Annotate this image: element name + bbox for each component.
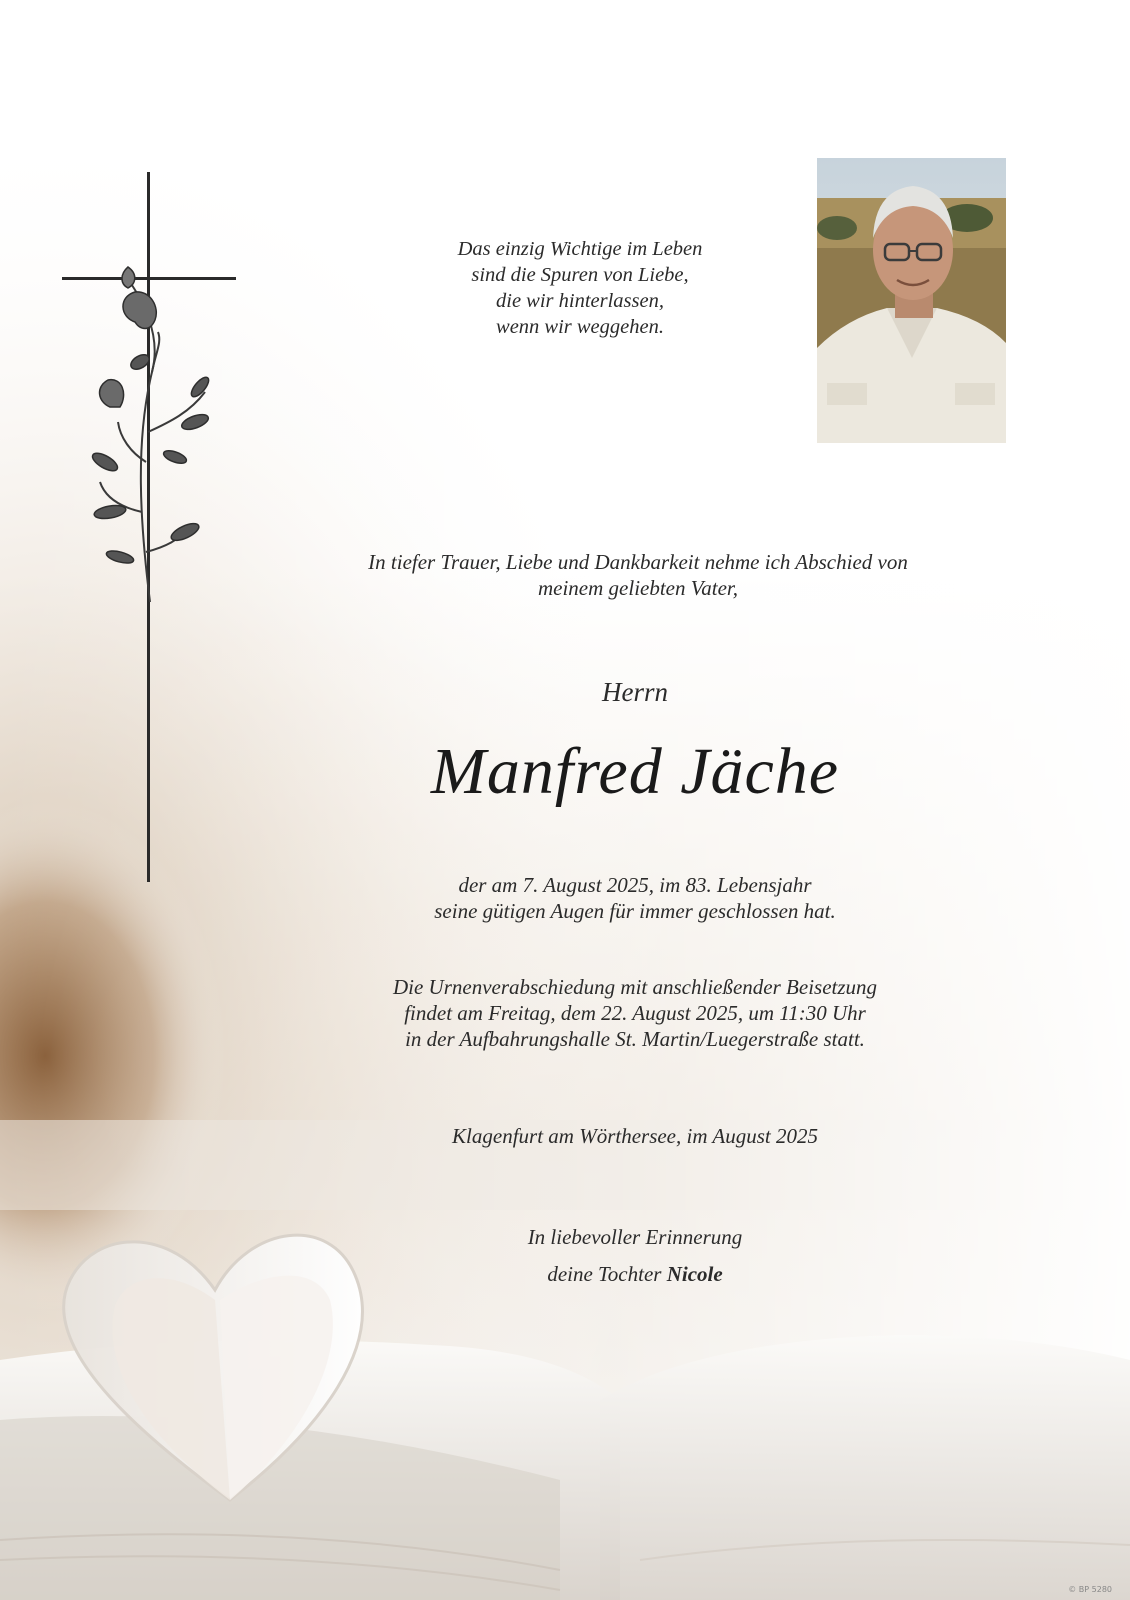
place-date: Klagenfurt am Wörthersee, im August 2025 <box>452 1124 818 1148</box>
closing-signature <box>430 1262 840 1287</box>
signature-prefix: deine Tochter <box>547 1262 667 1286</box>
ceremony-line: in der Aufbahrungshalle St. Martin/Luegerstraße statt. <box>405 1027 865 1051</box>
signature-name: Nicole <box>666 1262 723 1286</box>
intro-line: meinem geliebten Vater, <box>537 576 739 600</box>
quote-line: sind die Spuren von Liebe, <box>471 264 689 286</box>
intro-line: In tiefer Trauer, Liebe und Dankbarkeit nehme ich Abschied von <box>368 550 908 574</box>
salutation: Herrn <box>602 677 668 707</box>
rose-icon <box>80 262 240 622</box>
ceremony-details <box>330 974 940 1052</box>
quote-line: die wir hinterlassen, <box>496 290 664 312</box>
ceremony-line: Die Urnenverabschiedung mit anschließender Beisetzung <box>392 975 878 999</box>
portrait-photo <box>817 158 1006 443</box>
quote-line: wenn wir weggehen. <box>496 316 664 338</box>
quote-block <box>380 236 780 340</box>
quote-line: Das einzig Wichtige im Leben <box>457 238 703 260</box>
death-line: seine gütigen Augen für immer geschlossen hat. <box>434 899 836 923</box>
death-notice <box>360 872 910 924</box>
deceased-name: Manfred Jäche <box>430 735 840 808</box>
template-code: © BP 5280 <box>1068 1585 1112 1594</box>
intro-text <box>310 549 966 601</box>
death-line: der am 7. August 2025, im 83. Lebensjahr <box>458 873 812 897</box>
closing-memory: In liebevoller Erinnerung <box>527 1225 743 1249</box>
ceremony-line: findet am Freitag, dem 22. August 2025, um 11:30 Uhr <box>404 1001 866 1025</box>
